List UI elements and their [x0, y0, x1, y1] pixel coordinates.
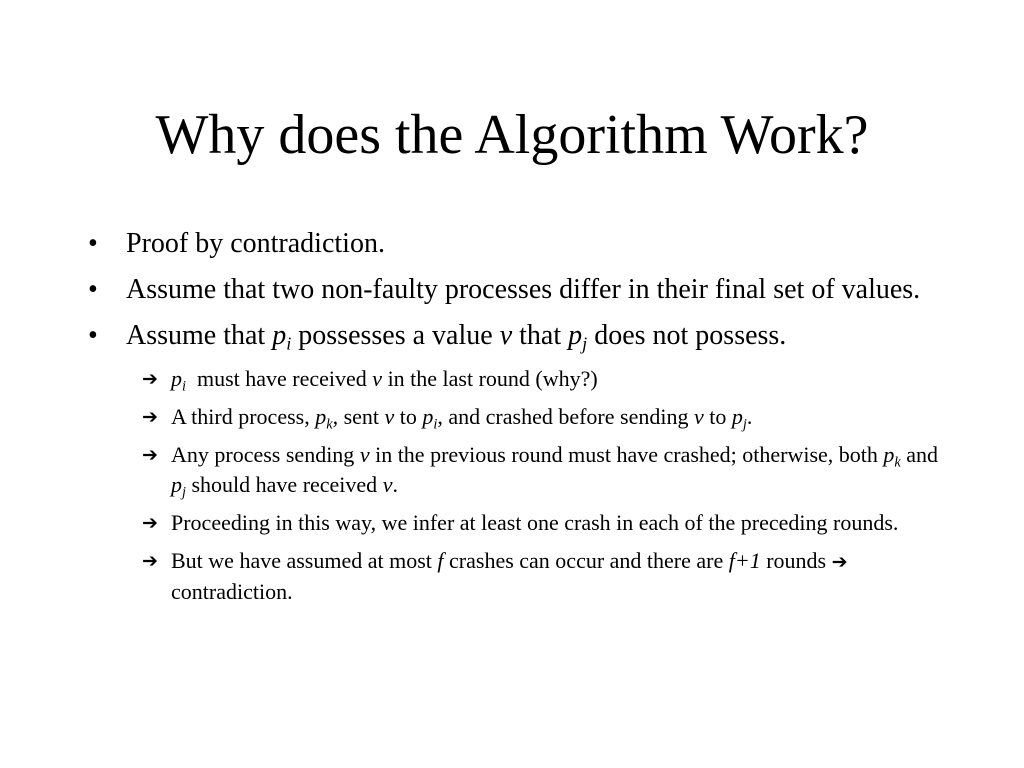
text-run: . [392, 472, 398, 497]
variable-p: p [422, 404, 434, 429]
sub-item [88, 508, 958, 538]
sub-item [88, 364, 958, 394]
arrow-icon: ➔ [142, 512, 158, 534]
arrow-icon: ➔ [142, 368, 158, 390]
variable-p: p [568, 320, 583, 351]
bullet-icon: • [88, 228, 98, 259]
subscript-i: i [182, 378, 186, 395]
arrow-icon: ➔ [831, 551, 848, 573]
variable-p: p [315, 404, 327, 429]
text-run: should have received [185, 472, 383, 497]
subscript-j: j [582, 333, 588, 354]
text-run: contradiction. [171, 579, 293, 604]
arrow-icon: ➔ [142, 406, 158, 428]
subscript-i: i [286, 333, 292, 354]
text-run: and [900, 442, 939, 467]
text-run: . [746, 404, 753, 429]
text-run: , sent [332, 404, 385, 429]
subscript-j: j [742, 416, 747, 433]
sub-item [88, 546, 958, 607]
bullet-text: Assume that two non-faulty processes differ in their final set of values. [126, 274, 921, 305]
text-run: A third process, [171, 404, 316, 429]
variable-p: p [171, 366, 182, 391]
variable-v: v [382, 472, 393, 497]
text-run: in the last round (why?) [382, 366, 598, 391]
bullet-text: Proof by contradiction. [126, 228, 385, 259]
variable-p: p [883, 442, 895, 467]
subscript-i: i [433, 416, 438, 433]
variable-p: p [272, 320, 287, 351]
slide-title: Why does the Algorithm Work? [155, 104, 869, 166]
text-run: Assume that [126, 320, 273, 351]
expression-f-plus-1: f+1 [728, 548, 761, 573]
text-run: must have received [185, 366, 373, 391]
text-run: Any process sending [171, 442, 360, 467]
text-run: rounds [760, 548, 832, 573]
variable-p: p [731, 404, 743, 429]
text-run: in the previous round must have crashed; otherwise, both [369, 442, 884, 467]
variable-v: v [359, 442, 370, 467]
variable-p: p [171, 472, 182, 497]
text-run: possesses a value [291, 320, 500, 351]
sub-item [88, 440, 958, 500]
sub-item [88, 402, 958, 432]
slide-body [88, 226, 958, 615]
subscript-k: k [894, 454, 901, 471]
arrow-icon: ➔ [142, 550, 158, 572]
text-run: But we have assumed at most [171, 548, 438, 573]
text-run: does not possess. [587, 320, 787, 351]
text-run: , and crashed before sending [437, 404, 694, 429]
variable-f: f [437, 548, 444, 573]
text-run: to [394, 404, 423, 429]
variable-v: v [384, 404, 395, 429]
bullet-icon: • [88, 320, 98, 351]
variable-v: v [372, 366, 383, 391]
text-run: crashes can occur and there are [443, 548, 729, 573]
text-run: that [512, 320, 569, 351]
variable-v: v [693, 404, 704, 429]
bullet-item [88, 272, 958, 307]
bullet-item [88, 226, 958, 261]
subscript-k: k [326, 416, 333, 433]
arrow-icon: ➔ [142, 444, 158, 466]
variable-v: v [499, 320, 513, 351]
subscript-j: j [182, 484, 186, 501]
bullet-icon: • [88, 274, 98, 305]
text-run: to [703, 404, 732, 429]
text-run: Proceeding in this way, we infer at least one crash in each of the preceding rounds. [171, 510, 899, 535]
bullet-item [88, 318, 958, 353]
